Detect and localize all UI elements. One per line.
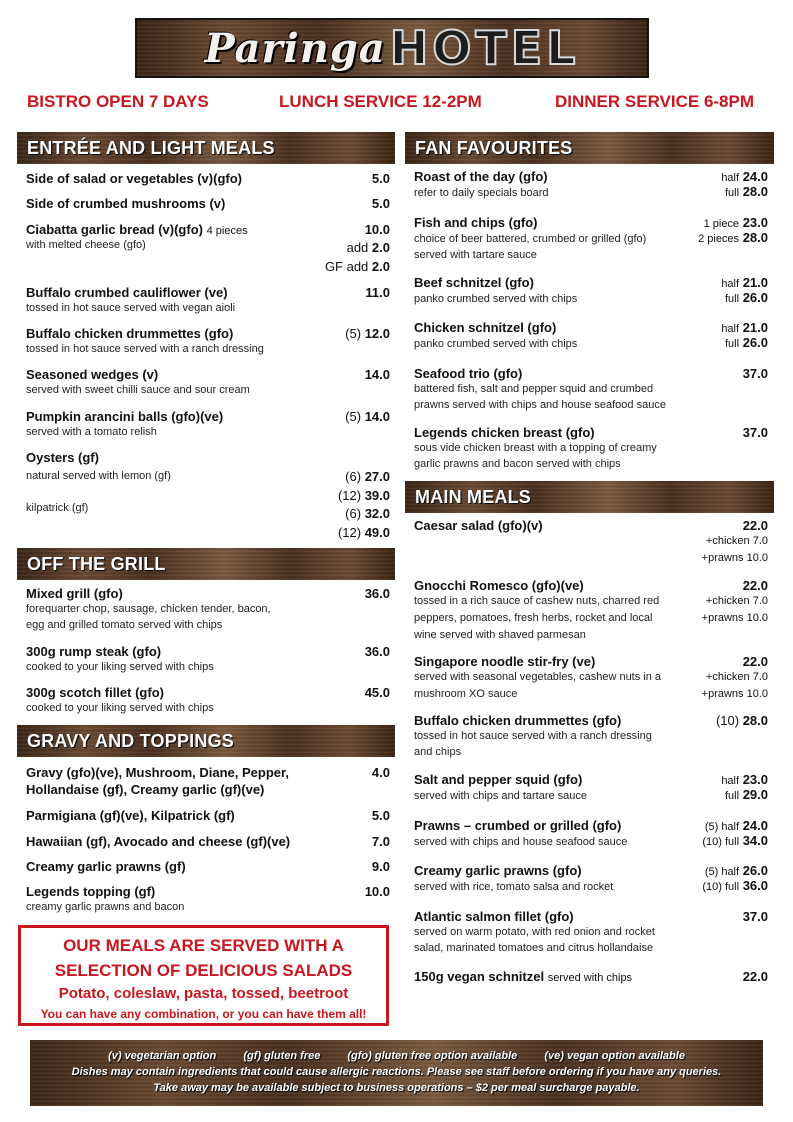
price-prefix: (5)	[345, 409, 362, 424]
item-name: Pumpkin arancini balls (gfo)(ve)	[26, 409, 224, 424]
item-price: 36.0	[364, 586, 390, 601]
item-addon-price: +prawns 10.0	[701, 552, 768, 564]
item-name: Legends topping (gf)	[26, 884, 156, 899]
item-price: 9.0	[371, 859, 390, 874]
salad-combination-line: You can have any combination, or you can have them all!	[40, 1007, 367, 1021]
item-description: panko crumbed served with chips	[414, 293, 578, 305]
item-name: Seasoned wedges (v)	[26, 367, 159, 382]
menu-item	[26, 808, 390, 823]
item-price: 45.0	[364, 685, 390, 700]
item-name: 300g rump steak (gfo)	[26, 644, 162, 659]
item-price	[702, 878, 768, 893]
price-prefix: 2 pieces	[698, 233, 740, 245]
item-price: 4.0	[371, 765, 390, 780]
item-name: Beef schnitzel (gfo)	[414, 275, 534, 290]
item-description: served with chips and tartare sauce	[414, 790, 588, 802]
salad-options-line: Potato, coleslaw, pasta, tossed, beetroot	[58, 985, 349, 1002]
item-description: egg and grilled tomato served with chips	[26, 619, 223, 631]
bistro-hours: BISTRO OPEN 7 DAYS	[27, 92, 209, 111]
item-name: Roast of the day (gfo)	[414, 169, 548, 184]
item-name-line2: Hollandaise (gf), Creamy garlic (gf)(ve)	[26, 782, 265, 797]
menu-item	[26, 285, 390, 316]
price-prefix: full	[725, 187, 740, 199]
section-header-grill: OFF THE GRILL	[17, 548, 395, 580]
menu-item	[26, 685, 390, 716]
item-name: 300g scotch fillet (gfo)	[26, 685, 164, 700]
menu-item	[26, 859, 390, 874]
price-prefix: (10) full	[702, 881, 740, 893]
price-value: 29.0	[742, 787, 768, 802]
price-prefix: (12)	[337, 525, 362, 540]
item-price	[702, 833, 768, 848]
item-description: cooked to your liking served with chips	[26, 661, 214, 673]
item-price	[338, 488, 390, 503]
menu-item	[26, 409, 390, 440]
item-price	[725, 335, 768, 350]
item-description: mushroom XO sauce	[414, 688, 518, 700]
item-name: Gnocchi Romesco (gfo)(ve)	[414, 578, 584, 593]
item-name: Mixed grill (gfo)	[26, 586, 123, 601]
menu-item	[414, 969, 768, 984]
item-addon-price: +chicken 7.0	[705, 595, 768, 607]
item-addon-price: +prawns 10.0	[701, 688, 768, 700]
logo-block-text: HOTEL	[389, 21, 580, 75]
item-name: Legends chicken breast (gfo)	[414, 425, 595, 440]
item-description: and chips	[414, 746, 462, 758]
item-name	[26, 222, 248, 237]
item-name: Atlantic salmon fillet (gfo)	[414, 909, 574, 924]
menu-item	[414, 215, 768, 263]
item-description: natural served with lemon (gf)	[26, 470, 171, 482]
item-price: 22.0	[742, 518, 768, 533]
menu-item	[26, 196, 390, 211]
menu-item	[26, 222, 390, 274]
item-price	[721, 772, 768, 787]
item-description: prawns served with chips and house seafood sauce	[414, 399, 666, 411]
item-price: 5.0	[371, 171, 390, 186]
legend-vegetarian: (v) vegetarian option	[108, 1050, 217, 1062]
price-prefix: (10)	[715, 713, 740, 728]
price-value: 23.0	[742, 772, 768, 787]
menu-item	[414, 366, 768, 413]
item-description: forequarter chop, sausage, chicken tender, bacon,	[26, 603, 271, 615]
item-price: 22.0	[742, 654, 768, 669]
menu-item	[414, 654, 768, 703]
price-prefix: (5)	[345, 326, 362, 341]
item-price: 37.0	[742, 425, 768, 440]
price-value: 49.0	[364, 525, 390, 540]
item-price	[698, 230, 768, 245]
dinner-hours: DINNER SERVICE 6-8PM	[555, 92, 755, 111]
item-price: 11.0	[365, 285, 390, 300]
takeaway-notice: Take away may be available subject to business operations – $2 per meal surcharge payable.	[153, 1082, 640, 1094]
item-name: Gravy (gfo)(ve), Mushroom, Diane, Pepper,	[26, 765, 289, 780]
price-value: 26.0	[742, 863, 768, 878]
section-header-gravy: GRAVY AND TOPPINGS	[17, 725, 395, 757]
menu-item	[26, 326, 390, 357]
item-price: 10.0	[364, 884, 390, 899]
item-price: 7.0	[371, 834, 390, 849]
item-price: 10.0	[364, 222, 390, 237]
item-description: cooked to your liking served with chips	[26, 702, 214, 714]
item-name-text: Ciabatta garlic bread (v)(gfo)	[26, 222, 203, 237]
item-name: Singapore noodle stir-fry (ve)	[414, 654, 596, 669]
dietary-footer	[30, 1040, 763, 1106]
item-price	[705, 818, 768, 833]
legend-vegan-option: (ve) vegan option available	[544, 1050, 685, 1062]
item-addon-price: +chicken 7.0	[705, 535, 768, 547]
item-description: with melted cheese (gfo)	[26, 239, 146, 251]
price-prefix: (6)	[345, 469, 362, 484]
item-description: served with a tomato relish	[26, 426, 157, 438]
item-name: Salt and pepper squid (gfo)	[414, 772, 583, 787]
item-addon-price: +prawns 10.0	[701, 612, 768, 624]
price-value: 28.0	[742, 230, 768, 245]
price-value: 2.0	[371, 259, 390, 274]
item-price	[704, 215, 768, 230]
menu-item	[414, 275, 768, 307]
menu-item	[26, 586, 390, 633]
section-header-fan-favourites: FAN FAVOURITES	[405, 132, 774, 164]
item-description: tossed in hot sauce served with a ranch dressing	[26, 343, 264, 355]
section-header-main-meals: MAIN MEALS	[405, 481, 774, 513]
menu-item	[414, 578, 768, 643]
menu-item	[414, 518, 768, 567]
allergy-notice: Dishes may contain ingredients that could cause allergic reactions. Please see staff before ordering if you have any queries.	[71, 1066, 722, 1078]
item-price	[345, 469, 390, 484]
price-prefix: (5) half	[704, 821, 740, 833]
item-name: Seafood trio (gfo)	[414, 366, 523, 381]
legend-gluten-free-option: (gfo) gluten free option available	[347, 1050, 518, 1062]
hotel-logo	[135, 18, 649, 78]
item-description: tossed in hot sauce served with a ranch dressing	[414, 730, 652, 742]
menu-item	[414, 320, 768, 352]
item-name: Fish and chips (gfo)	[414, 215, 538, 230]
price-prefix: (10) full	[702, 836, 740, 848]
price-value: 2.0	[371, 240, 390, 255]
price-value: 26.0	[742, 290, 768, 305]
price-prefix: half	[721, 172, 740, 184]
price-prefix: (6)	[345, 506, 362, 521]
item-price-addon	[325, 259, 390, 274]
item-description: refer to daily specials board	[414, 187, 549, 199]
item-price: 14.0	[364, 367, 390, 382]
item-name-note: served with chips	[547, 972, 633, 984]
item-description: wine served with shaved parmesan	[414, 629, 586, 641]
item-description: salad, marinated tomatoes and citrus hollandaise	[414, 942, 654, 954]
price-prefix: (12)	[337, 488, 362, 503]
item-description: garlic prawns and bacon served with chips	[414, 458, 621, 470]
price-prefix: add	[346, 240, 369, 255]
item-description: choice of beer battered, crumbed or grilled (gfo)	[414, 233, 647, 245]
item-description: served with seasonal vegetables, cashew nuts in a	[414, 671, 662, 683]
item-description: peppers, pomatoes, fresh herbs, rocket and local	[414, 612, 653, 624]
item-price	[721, 275, 768, 290]
price-value: 23.0	[742, 215, 768, 230]
menu-item	[26, 171, 390, 186]
menu-item	[414, 425, 768, 472]
item-description: panko crumbed served with chips	[414, 338, 578, 350]
item-description: battered fish, salt and pepper squid and crumbed	[414, 383, 654, 395]
price-value: 24.0	[742, 169, 768, 184]
menu-item	[414, 713, 768, 760]
menu-item	[414, 818, 768, 850]
item-price	[721, 169, 768, 184]
dietary-legend	[30, 1048, 763, 1064]
item-name: Side of crumbed mushrooms (v)	[26, 196, 226, 211]
section-header-entree: ENTRÉE AND LIGHT MEALS	[17, 132, 395, 164]
item-name: Hawaiian (gf), Avocado and cheese (gf)(ve)	[26, 834, 291, 849]
item-description: creamy garlic prawns and bacon	[26, 901, 185, 913]
item-price: 36.0	[364, 644, 390, 659]
price-value: 34.0	[742, 833, 768, 848]
item-description: kilpatrick (gf)	[26, 502, 89, 514]
lunch-hours: LUNCH SERVICE 12-2PM	[279, 92, 482, 111]
price-value: 28.0	[742, 184, 768, 199]
salad-notice-box	[18, 925, 389, 1026]
price-value: 12.0	[364, 326, 390, 341]
price-prefix: half	[721, 323, 740, 335]
price-value: 26.0	[742, 335, 768, 350]
price-prefix: 1 piece	[703, 218, 740, 230]
item-description: tossed in hot sauce served with vegan aioli	[26, 302, 236, 314]
item-price	[716, 713, 768, 728]
price-prefix: full	[725, 790, 740, 802]
menu-item	[414, 863, 768, 895]
item-price-addon	[347, 240, 390, 255]
price-value: 27.0	[364, 469, 390, 484]
price-prefix: full	[725, 338, 740, 350]
item-price	[725, 184, 768, 199]
item-price	[345, 326, 390, 341]
item-name: Chicken schnitzel (gfo)	[414, 320, 557, 335]
menu-item	[414, 772, 768, 804]
item-name: Oysters (gf)	[26, 450, 99, 465]
item-addon-price: +chicken 7.0	[705, 671, 768, 683]
item-price	[345, 506, 390, 521]
item-description: sous vide chicken breast with a topping of creamy	[414, 442, 657, 454]
price-prefix: half	[721, 278, 740, 290]
item-name: Side of salad or vegetables (v)(gfo)	[26, 171, 242, 186]
logo-script-text: Paringa	[204, 24, 386, 72]
price-value: 21.0	[742, 320, 768, 335]
salad-notice-line: SELECTION OF DELICIOUS SALADS	[54, 961, 353, 980]
price-value: 21.0	[742, 275, 768, 290]
item-description: tossed in a rich sauce of cashew nuts, charred red	[414, 595, 660, 607]
item-description: served on warm potato, with red onion and rocket	[414, 926, 655, 938]
item-description: served with chips and house seafood sauce	[414, 836, 628, 848]
price-value: 36.0	[742, 878, 768, 893]
item-description: served with sweet chilli sauce and sour cream	[26, 384, 250, 396]
item-name: Buffalo chicken drummettes (gfo)	[26, 326, 234, 341]
menu-item	[414, 909, 768, 956]
item-price: 22.0	[742, 578, 768, 593]
item-name: Creamy garlic prawns (gfo)	[414, 863, 582, 878]
menu-item	[26, 644, 390, 675]
item-name: Prawns – crumbed or grilled (gfo)	[414, 818, 622, 833]
item-description: served with tartare sauce	[414, 249, 537, 261]
item-price	[725, 290, 768, 305]
item-price	[725, 787, 768, 802]
menu-item	[26, 367, 390, 398]
item-name	[414, 969, 632, 984]
item-price	[338, 525, 390, 540]
price-prefix: half	[721, 775, 740, 787]
menu-item	[414, 169, 768, 201]
item-name-text: 150g vegan schnitzel	[414, 969, 545, 984]
salad-notice-line: OUR MEALS ARE SERVED WITH A	[63, 936, 344, 955]
item-price: 5.0	[371, 808, 390, 823]
menu-item	[26, 450, 390, 542]
item-name: Buffalo crumbed cauliflower (ve)	[26, 285, 228, 300]
price-prefix: full	[725, 293, 740, 305]
price-value: 39.0	[364, 488, 390, 503]
item-name-note: 4 pieces	[206, 225, 248, 237]
item-name: Creamy garlic prawns (gf)	[26, 859, 186, 874]
price-prefix: (5) half	[704, 866, 740, 878]
price-value: 32.0	[364, 506, 390, 521]
menu-item	[26, 765, 390, 797]
item-price	[345, 409, 390, 424]
menu-item	[26, 884, 390, 915]
price-value: 14.0	[364, 409, 390, 424]
menu-item	[26, 834, 390, 849]
price-value: 28.0	[742, 713, 768, 728]
item-price: 22.0	[742, 969, 768, 984]
price-value: 24.0	[742, 818, 768, 833]
item-price	[705, 863, 768, 878]
item-description: served with rice, tomato salsa and rocket	[414, 881, 614, 893]
item-name: Caesar salad (gfo)(v)	[414, 518, 543, 533]
price-prefix: GF add	[324, 259, 369, 274]
item-price: 37.0	[742, 909, 768, 924]
item-price: 5.0	[371, 196, 390, 211]
item-price	[721, 320, 768, 335]
legend-gluten-free: (gf) gluten free	[243, 1050, 321, 1062]
item-name: Buffalo chicken drummettes (gfo)	[414, 713, 622, 728]
item-name: Parmigiana (gf)(ve), Kilpatrick (gf)	[26, 808, 235, 823]
item-price: 37.0	[742, 366, 768, 381]
